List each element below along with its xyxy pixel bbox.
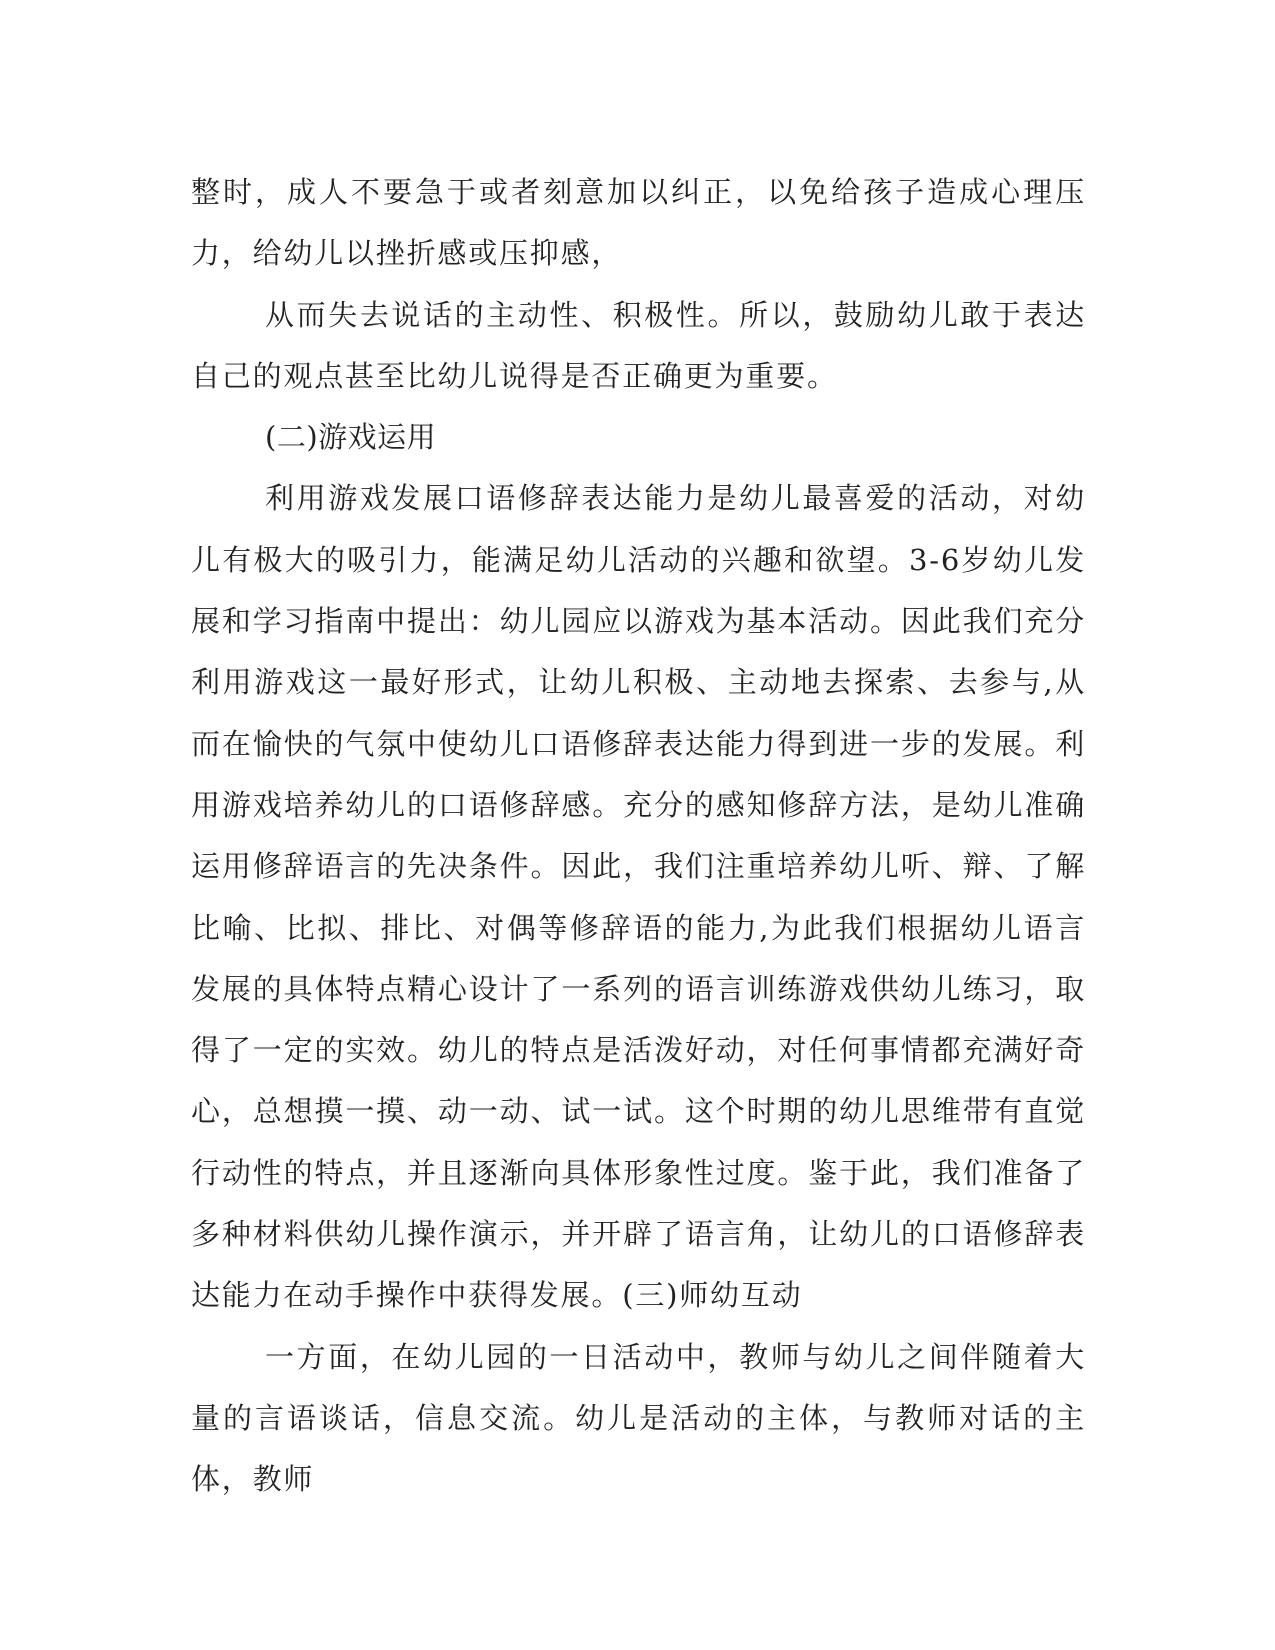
- paragraph-game-development: 利用游戏发展口语修辞表达能力是幼儿最喜爱的活动，对幼儿有极大的吸引力，能满足幼儿活动的兴趣和欲望。3-6岁幼儿发展和学习指南中提出：幼儿园应以游戏为基本活动。因此我们充分利用游戏这一最好形式，让幼儿积极、主动地去探索、去参与,从而在愉快的气氛中使幼儿口语修辞表达能力得到进一步的发展。利用游戏培养幼儿的口语修辞感。充分的感知修辞方法，是幼儿准确运用修辞语言的先决条件。因此，我们注重培养幼儿听、辩、了解比喻、比拟、排比、对偶等修辞语的能力,为此我们根据幼儿语言发展的具体特点精心设计了一系列的语言训练游戏供幼儿练习，取得了一定的实效。幼儿的特点是活泼好动，对任何事情都充满好奇心，总想摸一摸、动一动、试一试。这个时期的幼儿思维带有直觉行动性的特点，并且逐渐向具体形象性过度。鉴于此，我们准备了多种材料供幼儿操作演示，并开辟了语言角，让幼儿的口语修辞表达能力在动手操作中获得发展。(三)师幼互动: [191, 481, 1086, 1313]
- body-text: [191, 162, 1086, 1511]
- paragraph-encourage-expression: 从而失去说话的主动性、积极性。所以，鼓励幼儿敢于表达自己的观点甚至比幼儿说得是否正确更为重要。: [191, 297, 1086, 393]
- paragraph-teacher-child-interaction: 一方面，在幼儿园的一日活动中，教师与幼儿之间伴随着大量的言语谈话，信息交流。幼儿是活动的主体，与教师对话的主体，教师: [191, 1339, 1086, 1497]
- paragraph-continued: 整时，成人不要急于或者刻意加以纠正，以免给孩子造成心理压力，给幼儿以挫折感或压抑感，: [191, 175, 1086, 271]
- section-heading-game-use: (二)游戏运用: [265, 420, 437, 455]
